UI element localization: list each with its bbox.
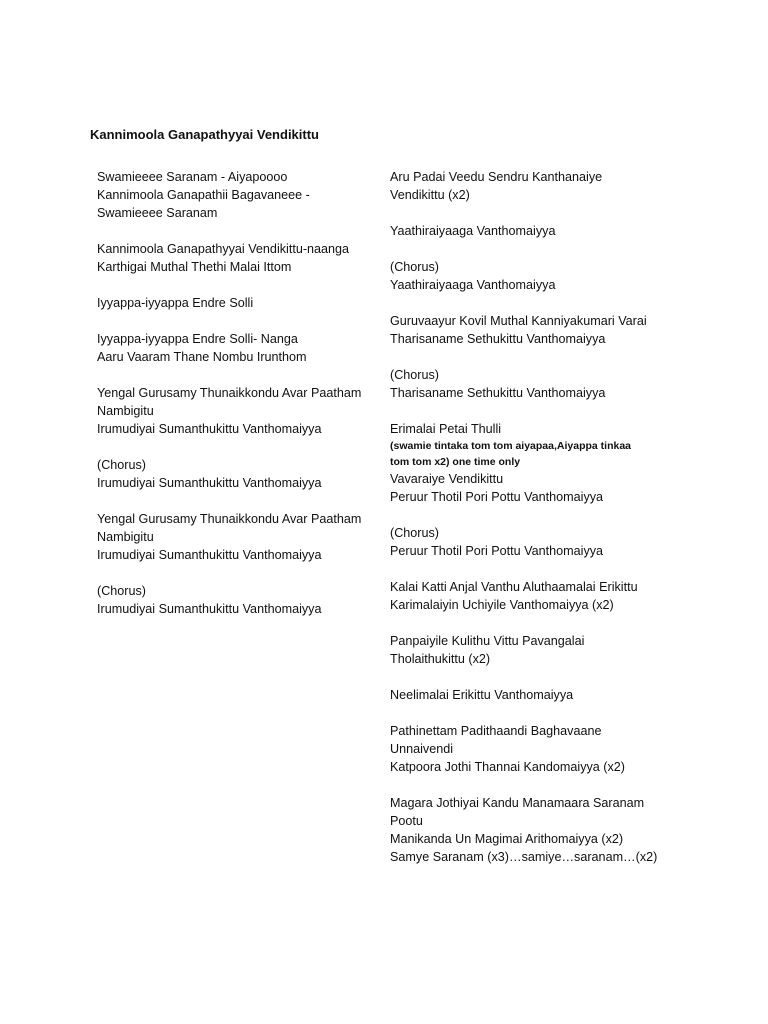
lyrics-stanza: [390, 312, 690, 348]
lyrics-line: Vavaraiye Vendikittu: [390, 472, 504, 486]
lyrics-line: Iyyappa-iyyappa Endre Solli: [97, 296, 254, 310]
lyrics-line: Pathinettam Padithaandi Baghavaane: [390, 724, 602, 738]
lyrics-right-column: [390, 168, 690, 884]
lyrics-line: (Chorus): [390, 526, 439, 540]
lyrics-stanza: [97, 240, 372, 276]
lyrics-line: (Chorus): [390, 260, 439, 274]
lyrics-line: Kalai Katti Anjal Vanthu Aluthaamalai Erikittu: [390, 580, 638, 594]
lyrics-line: Pootu: [390, 814, 423, 828]
lyrics-stanza: [390, 686, 690, 704]
lyrics-line: tom tom x2) one time only: [390, 456, 521, 468]
lyrics-line: Aaru Vaaram Thane Nombu Irunthom: [97, 350, 307, 364]
lyrics-line: Nambigitu: [97, 530, 154, 544]
lyrics-stanza: [97, 510, 372, 564]
lyrics-stanza: [97, 330, 372, 366]
lyrics-line: Irumudiyai Sumanthukittu Vanthomaiyya: [97, 548, 322, 562]
lyrics-line: Erimalai Petai Thulli: [390, 422, 502, 436]
lyrics-line: Irumudiyai Sumanthukittu Vanthomaiyya: [97, 602, 322, 616]
lyrics-stanza: [390, 222, 690, 240]
lyrics-stanza: [390, 578, 690, 614]
lyrics-stanza: [390, 632, 690, 668]
lyrics-line: Karthigai Muthal Thethi Malai Ittom: [97, 260, 292, 274]
lyrics-stanza: [97, 294, 372, 312]
lyrics-line: Unnaivendi: [390, 742, 454, 756]
lyrics-stanza: [97, 384, 372, 438]
lyrics-line: Swamieeee Saranam: [97, 206, 218, 220]
lyrics-line: Tharisaname Sethukittu Vanthomaiyya: [390, 332, 606, 346]
lyrics-stanza: [390, 420, 690, 506]
lyrics-line: Panpaiyile Kulithu Vittu Pavangalai: [390, 634, 585, 648]
lyrics-line: Yengal Gurusamy Thunaikkondu Avar Paatham: [97, 386, 362, 400]
lyrics-line: Yengal Gurusamy Thunaikkondu Avar Paatham: [97, 512, 362, 526]
lyrics-line: (Chorus): [97, 458, 146, 472]
lyrics-line: Magara Jothiyai Kandu Manamaara Saranam: [390, 796, 645, 810]
lyrics-line: Karimalaiyin Uchiyile Vanthomaiyya (x2): [390, 598, 614, 612]
lyrics-line: Kannimoola Ganapathyyai Vendikittu-naanga: [97, 242, 350, 256]
lyrics-line: Peruur Thotil Pori Pottu Vanthomaiyya: [390, 490, 604, 504]
lyrics-line: (Chorus): [390, 368, 439, 382]
lyrics-line: Neelimalai Erikittu Vanthomaiyya: [390, 688, 574, 702]
lyrics-line: Guruvaayur Kovil Muthal Kanniyakumari Varai: [390, 314, 647, 328]
lyrics-line: Samye Saranam (x3)…samiye…saranam…(x2): [390, 850, 658, 864]
lyrics-line: (swamie tintaka tom tom aiyapaa,Aiyappa tinkaa: [390, 440, 631, 452]
lyrics-line: Manikanda Un Magimai Arithomaiyya (x2): [390, 832, 624, 846]
lyrics-line: Iyyappa-iyyappa Endre Solli- Nanga: [97, 332, 298, 346]
lyrics-line: Kannimoola Ganapathii Bagavaneee -: [97, 188, 310, 202]
lyrics-stanza: [97, 456, 372, 492]
lyrics-line: Irumudiyai Sumanthukittu Vanthomaiyya: [97, 422, 322, 436]
lyrics-line: Yaathiraiyaaga Vanthomaiyya: [390, 224, 556, 238]
lyrics-line: (Chorus): [97, 584, 146, 598]
lyrics-line: Swamieeee Saranam - Aiyapoooo: [97, 170, 288, 184]
page-title: Kannimoola Ganapathyyai Vendikittu: [90, 127, 319, 142]
lyrics-line: Yaathiraiyaaga Vanthomaiyya: [390, 278, 556, 292]
lyrics-line: Vendikittu (x2): [390, 188, 470, 202]
lyrics-stanza: [390, 524, 690, 560]
lyrics-stanza: [390, 168, 690, 204]
lyrics-stanza: [390, 722, 690, 776]
lyrics-line: Tharisaname Sethukittu Vanthomaiyya: [390, 386, 606, 400]
lyrics-stanza: [97, 168, 372, 222]
lyrics-line: Nambigitu: [97, 404, 154, 418]
lyrics-line: Tholaithukittu (x2): [390, 652, 491, 666]
lyrics-stanza: [390, 794, 690, 866]
lyrics-line: Peruur Thotil Pori Pottu Vanthomaiyya: [390, 544, 604, 558]
lyrics-stanza: [97, 582, 372, 618]
lyrics-stanza: [390, 366, 690, 402]
lyrics-line: Aru Padai Veedu Sendru Kanthanaiye: [390, 170, 603, 184]
lyrics-line: Irumudiyai Sumanthukittu Vanthomaiyya: [97, 476, 322, 490]
lyrics-left-column: [97, 168, 372, 636]
lyrics-stanza: [390, 258, 690, 294]
lyrics-line: Katpoora Jothi Thannai Kandomaiyya (x2): [390, 760, 625, 774]
